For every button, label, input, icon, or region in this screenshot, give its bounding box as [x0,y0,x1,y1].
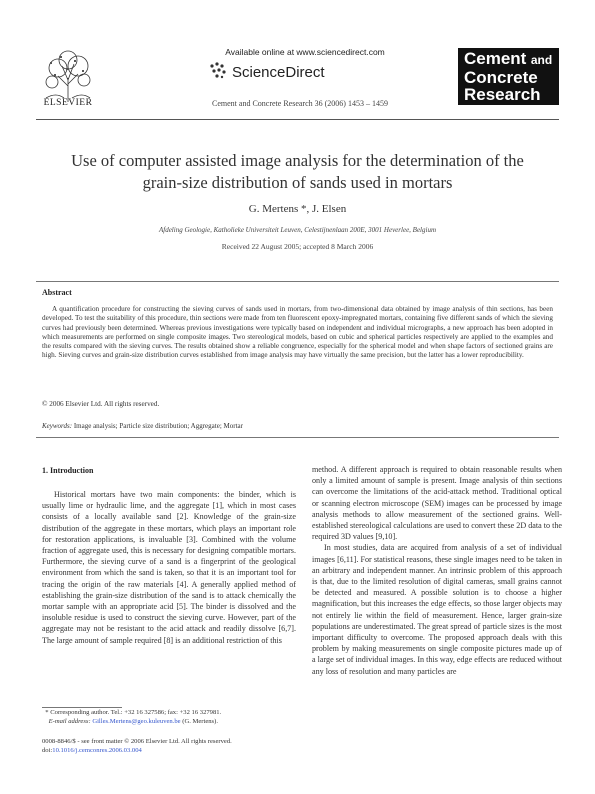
paragraph: In most studies, data are acquired from analysis of a set of individual images [6,11]. For statistical reasons, these single images need to be taken in an arbitrary and independent manner. An intrinsic problem of this approach is that, due to the limited resolution of digital cameras, small grains cannot be detected and measured. A possible solution is to choose a higher magnification, but this increases the edge effects, so those larger objects may not entirely lie within the field of measurement. Hence, larger grain-size populations are underestimated. The great spread of particle sizes is the most important difficulty to overcome. The proposed approach deals with this problem by making measurements on single composite pictures made up of a large set of individual images. In this way, edge effects are reduced without any loss of resolution and many particles are [312,543,562,676]
doi-label: doi: [42,746,53,754]
abstract-body: A quantification procedure for constructing the sieving curves of sands used in mortars, from two-dimensional data obtained by image analysis of thin sections, has been developed. To test the suitability of this procedure, thin sections were made from ten fluorescent epoxy-impregnated mortars, containing five different sands of which the sieving curves had previously been determined. Whereas previous investigations were typically based on independent and individual micrographs, a new approach has been adopted in which measurements are performed on single composite images. Two stereological models, based on cubic and spherical particles respectively are applied to the examples and the results compared with the sieving curves. The results obtained show a reliable congruence, especially for the spherical model and when shape factors of sectioned grains are high. Sieving curves and grain-size distribution curves established from image analysis may have virtually the same precision, but the latter has a lower reproducibility. [42,305,553,360]
keywords [42,422,243,430]
journal-logo [458,48,559,105]
sciencedirect-name: ScienceDirect [232,64,325,81]
article-authors: G. Mertens *, J. Elsen [248,203,347,215]
abstract-top-divider [36,281,559,282]
doi-link[interactable]: 10.1016/j.cemconres.2006.03.004 [52,746,142,754]
footnote-divider [42,707,122,708]
issn-line: 0008-8846/$ - see front matter © 2006 Elsevier Ltd. All rights reserved. [42,738,232,745]
footnote [42,709,312,726]
journal-logo-line1: Cement [464,49,527,68]
article-title: Use of computer assisted image analysis for the determination of the grain-size distribution of sands used in mortars [71,151,524,192]
keywords-list: Image analysis; Particle size distribution; Aggregate; Mortar [73,422,243,430]
journal-logo-and: and [530,53,553,67]
abstract-heading: Abstract [42,288,72,297]
sciencedirect-mark-icon [208,60,228,80]
body-column-right [312,464,562,677]
paragraph: method. A different approach is required to obtain reasonable results when only a limited amount of sample is present. Image analysis of thin sections can overcome the limitations of the acid-attack method. Traditional optical or scanning electron microscope (SEM) images can be processed by image analysis methods to allow measurement of the sectioned grains. Well-established stereological calculations are used to convert these 2D data to the required 3D values [9,10]. [312,465,562,542]
email-label: E-mail address: [48,717,91,725]
journal-logo-line3: Research [464,85,541,104]
journal-logo-line2: Concrete [464,68,538,87]
front-matter [42,738,322,755]
email-suffix: (G. Mertens). [182,717,218,725]
paragraph: Historical mortars have two main components: the binder, which is usually lime or hydraulic lime, and the aggregate [1], which in most cases consists of a locally available sand [2]. Knowledge of the grain-size distribution of the aggregate in these mortars, which plays an important role for restoration applications, is invaluable [3]. Combined with the volume fraction of aggregate used, this is necessary for designing compatible mortars. Furthermore, the sieving curve of a sand is a fingerprint of the geological environment from which the sand is taken, so that it is an important tool for tracing the origin of the raw materials [4]. A generally applied method of establishing the grain-size distribution of the sand is to attack chemically the mortar sample with an appropriate acid [5]. The binder is dissolved and the insoluble residue is used to construct the sieving curve. However, part of the aggregate may not be resistant to the acid attack and readily dissolve [6,7]. The large amount of sample required [8] is an additional restriction of this [42,490,296,645]
received-dates: Received 22 August 2005; accepted 8 March 2006 [221,242,374,251]
body-column-left [42,489,296,646]
header-divider [36,119,559,120]
publisher-logo-label: ELSEVIER [43,98,93,108]
keywords-label: Keywords: [42,422,73,430]
corresponding-author: Corresponding author. Tel.: +32 16 327586; fax: +32 16 327981. [50,709,222,716]
abstract-copyright: © 2006 Elsevier Ltd. All rights reserved. [42,400,160,408]
available-online-text: Available online at www.sciencedirect.com [225,47,385,57]
journal-reference: Cement and Concrete Research 36 (2006) 1453 – 1459 [212,99,388,108]
abstract-bottom-divider [36,437,559,438]
author-affiliation: Afdeling Geologie, Katholieke Universiteit Leuven, Celestijnenlaan 200E, 3001 Heverlee, Belgium [158,226,436,234]
email-link[interactable]: Gilles.Mertens@geo.kuleuven.be [92,717,181,725]
section-heading: 1. Introduction [42,466,94,475]
footnote-marker: * [45,709,49,716]
